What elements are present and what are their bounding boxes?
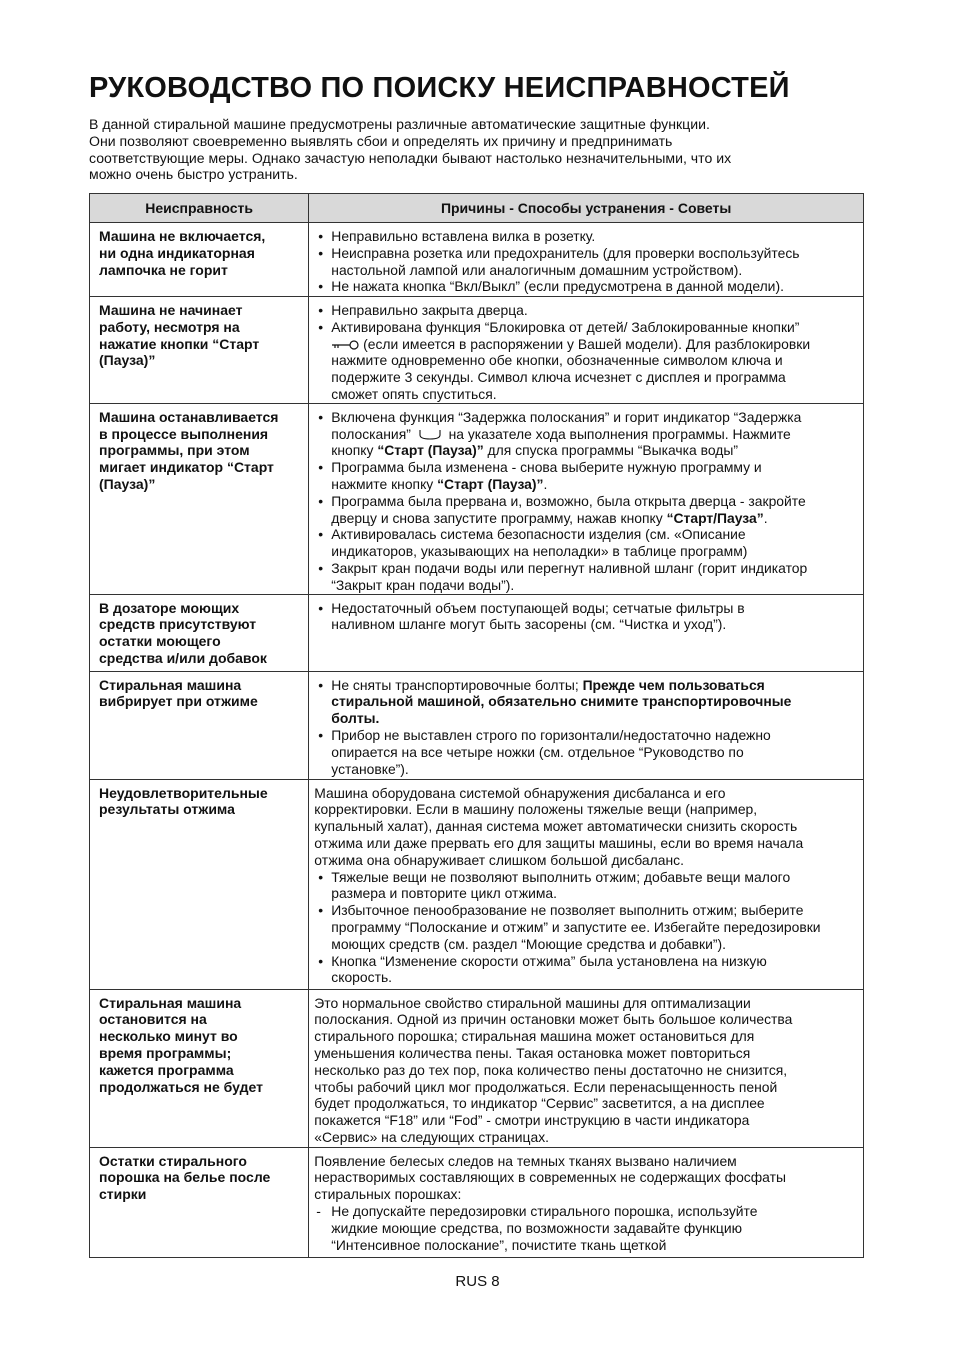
text-segment: наливном шланге могут быть засорены (см. “Чистка и уход”). xyxy=(331,616,727,633)
cause-line xyxy=(314,1203,863,1220)
cause-line xyxy=(314,510,863,527)
cause-line xyxy=(314,1095,863,1112)
text-segment: дверцу и снова запустите программу, нажав кнопку xyxy=(331,509,667,526)
text-segment: сможет опять спуститься. xyxy=(331,385,497,402)
bold-text: Прежде чем пользоваться xyxy=(582,676,765,693)
fault-cell xyxy=(90,594,309,671)
page-number: RUS 8 xyxy=(455,1273,500,1290)
key-icon xyxy=(331,339,359,351)
text-segment: будет продолжаться, то индикатор “Сервис” засветится, а на дисплее xyxy=(314,1095,765,1112)
fault-line: Машина не включается, xyxy=(99,228,266,244)
fault-line: работу, несмотря на xyxy=(99,318,240,335)
cause-line xyxy=(314,1220,863,1237)
header-fault: Неисправность xyxy=(90,194,309,223)
cause-line xyxy=(314,995,863,1012)
cause-line xyxy=(314,1129,863,1146)
table-row xyxy=(90,594,864,671)
bullet: • xyxy=(318,278,324,295)
text-segment: нажмите одновременно обе кнопки, обозначенные символом ключа и xyxy=(331,352,783,369)
fault-cell xyxy=(90,671,309,779)
text-segment: Неправильно вставлена вилка в розетку. xyxy=(331,228,596,244)
fault-line: стирки xyxy=(99,1186,147,1203)
cause-line xyxy=(314,801,863,818)
fault-line: Стиральная машина xyxy=(99,994,242,1011)
fault-cell xyxy=(90,223,309,297)
text-segment: корректировки. Если в машину положены тяжелые вещи (например, xyxy=(314,801,758,818)
fault-line: время программы; xyxy=(99,1044,232,1061)
fault-line: в процессе выполнения xyxy=(99,425,269,442)
cause-line xyxy=(314,1112,863,1129)
text-segment: Неисправна розетка или предохранитель (для проверки воспользуйтесь xyxy=(331,244,800,261)
intro-line: В данной стиральной машине предусмотрены различные автоматические защитные функции. xyxy=(89,116,710,132)
cause-line xyxy=(314,744,863,761)
bullet: • xyxy=(318,318,324,335)
fault-line: продолжаться не будет xyxy=(99,1078,263,1095)
text-segment: Не нажата кнопка “Вкл/Выкл” (если предусмотрена в данной модели). xyxy=(331,278,784,295)
intro-line: Они позволяют своевременно выявлять сбои и определять их причину и предпринимать xyxy=(89,132,673,149)
fault-line: Остатки стирального xyxy=(99,1152,247,1169)
bullet-item xyxy=(314,677,863,694)
text-segment: подержите 3 секунды. Символ ключа исчезнет с дисплея и программа xyxy=(331,369,786,386)
cause-line xyxy=(314,616,863,633)
fault-line: нажатие кнопки “Старт xyxy=(99,335,260,352)
rinse-hold-icon xyxy=(415,429,445,441)
text-segment: Кнопка “Изменение скорости отжима” была установлена на низкую xyxy=(331,952,767,969)
text-segment: нажмите кнопку xyxy=(331,475,438,492)
fault-line: лампочка не горит xyxy=(99,261,228,278)
fault-line: средств присутствуют xyxy=(99,616,257,633)
text-segment: настольной лампой или аналогичным домашним устройством). xyxy=(331,261,743,278)
text-segment: Недостаточный объем поступающей воды; сетчатые фильтры в xyxy=(331,599,745,616)
cause-line xyxy=(314,693,863,710)
cause-line xyxy=(314,710,863,727)
troubleshooting-table xyxy=(89,193,864,1258)
bullet: • xyxy=(318,868,324,885)
cause-line xyxy=(314,1186,863,1203)
cause-line xyxy=(314,852,863,869)
text-segment: Неправильно закрыта дверца. xyxy=(331,302,528,318)
fault-line: остатки моющего xyxy=(99,633,221,650)
fault-line: Стиральная машина xyxy=(99,676,242,693)
cause-line xyxy=(314,577,863,594)
bullet: • xyxy=(318,302,324,318)
text-segment: . xyxy=(543,475,548,492)
text-segment: Прибор не выставлен строго по горизонтали/недостаточно надежно xyxy=(331,726,771,743)
cause-line xyxy=(314,426,863,443)
text-segment: на указателе хода выполнения программы. Нажмите xyxy=(448,425,791,442)
text-segment: Активирована функция “Блокировка от детей/ Заблокированные кнопки” xyxy=(331,318,800,335)
cause-cell xyxy=(309,223,864,297)
bullet: • xyxy=(318,952,324,969)
bold-text: “Старт (Пауза)” xyxy=(377,442,484,459)
header-causes: Причины - Способы устранения - Советы xyxy=(309,194,864,223)
bullet-item xyxy=(314,953,863,970)
cause-line xyxy=(314,543,863,560)
text-segment: Избыточное пенообразование не позволяет выполнить отжим; выберите xyxy=(331,902,804,919)
table-row xyxy=(90,671,864,779)
cause-line xyxy=(314,386,863,403)
cause-line xyxy=(314,1045,863,1062)
text-segment: кнопку xyxy=(331,442,378,459)
text-segment: скорость. xyxy=(331,969,393,986)
text-segment: программу “Полоскание и отжим” и запустите ее. Избегайте передозировки xyxy=(331,918,821,935)
bullet: • xyxy=(318,244,324,261)
text-segment: Программа была прервана и, возможно, была открыта дверца - закройте xyxy=(331,492,806,509)
text-segment: Не сняты транспортировочные болты; xyxy=(331,676,583,693)
fault-cell xyxy=(90,1147,309,1257)
cause-line xyxy=(314,1011,863,1028)
cause-line xyxy=(314,936,863,953)
table-row xyxy=(90,1147,864,1257)
text-segment: индикаторов, указывающих на неполадки» в таблице программ) xyxy=(331,543,748,560)
table-row xyxy=(90,989,864,1147)
bullet-item xyxy=(314,600,863,617)
cause-line xyxy=(314,785,863,802)
fault-line: (Пауза)” xyxy=(99,352,156,369)
fault-line: средства и/или добавок xyxy=(99,649,267,666)
fault-line: мигает индикатор “Старт xyxy=(99,459,274,476)
text-segment: жидкие моющие средства, по возможности задавайте функцию xyxy=(331,1219,743,1236)
cause-line xyxy=(314,885,863,902)
fault-line: несколько минут во xyxy=(99,1028,238,1045)
fault-line: (Пауза)” xyxy=(99,475,156,492)
text-segment: Появление белесых следов на темных тканях вызвано наличием xyxy=(314,1152,737,1169)
bullet-item xyxy=(314,560,863,577)
fault-line: результаты отжима xyxy=(99,801,235,818)
bullet: • xyxy=(318,492,324,509)
cause-line xyxy=(314,369,863,386)
text-segment: уменьшения количества пены. Такая остановка может повториться xyxy=(314,1044,751,1061)
cause-line xyxy=(314,761,863,778)
text-segment: Закрыт кран подачи воды или перегнут наливной шланг (горит индикатор xyxy=(331,559,808,576)
bold-text: стиральной машиной, обязательно снимите транспортировочные xyxy=(331,693,792,710)
text-segment: моющих средств (см. раздел “Моющие средства и добавки”). xyxy=(331,935,726,952)
fault-line: программы, при этом xyxy=(99,442,250,459)
cause-line xyxy=(314,476,863,493)
bullet-item xyxy=(314,409,863,426)
bullet: • xyxy=(318,228,324,244)
bullet-item xyxy=(314,493,863,510)
text-segment: чтобы рабочий цикл мог продолжаться. Если перенасыщенность пеной xyxy=(314,1078,778,1095)
bullet: • xyxy=(318,526,324,543)
fault-line: ни одна индикаторная xyxy=(99,244,255,261)
cause-cell xyxy=(309,403,864,594)
text-segment: опирается на все четыре ножки (см. отдельное “Руководство по xyxy=(331,743,744,760)
text-segment: “Закрыт кран подачи воды”). xyxy=(331,576,515,593)
bullet: • xyxy=(318,902,324,919)
text-segment: Это нормальное свойство стиральной машины для оптимализации xyxy=(314,994,751,1011)
text-segment: Активировалась система безопасности изделия (см. «Описание xyxy=(331,526,746,543)
fault-cell xyxy=(90,297,309,404)
fault-line: вибрирует при отжиме xyxy=(99,693,258,710)
text-segment: установке”). xyxy=(331,760,409,777)
fault-line: Неудовлетворительные xyxy=(99,784,268,801)
text-segment: отжима или даже прервать его для защиты машины, если во время начала xyxy=(314,834,804,851)
bullet-item xyxy=(314,902,863,919)
text-segment: нерастворимых составляющих в современных не содержащих фосфаты xyxy=(314,1169,786,1186)
bullet: • xyxy=(318,726,324,743)
text-segment: несколько раз до тех пор, пока количество пены достаточно не снизится, xyxy=(314,1061,788,1078)
bullet-item xyxy=(314,245,863,262)
text-segment: размера и повторите цикл отжима. xyxy=(331,885,558,902)
bullet-item xyxy=(314,869,863,886)
intro-line: можно очень быстро устранить. xyxy=(89,166,298,183)
bullet: • xyxy=(318,599,324,616)
cause-cell xyxy=(309,779,864,989)
bullet-item xyxy=(314,459,863,476)
bullet-item xyxy=(314,278,863,295)
cause-line xyxy=(314,1062,863,1079)
fault-cell xyxy=(90,403,309,594)
bullet: • xyxy=(318,408,324,425)
bold-text: “Старт/Пауза” xyxy=(666,509,764,526)
cause-line xyxy=(314,442,863,459)
bullet: • xyxy=(318,459,324,476)
text-segment: “Интенсивное полоскание”, почистите ткань щеткой xyxy=(331,1236,667,1253)
fault-line: остановится на xyxy=(99,1011,207,1028)
text-segment: стирального порошка; стиральная машина может остановиться для xyxy=(314,1028,755,1045)
bullet-item xyxy=(314,727,863,744)
table-row xyxy=(90,403,864,594)
text-segment: для спуска программы “Выкачка воды” xyxy=(483,442,738,459)
cause-cell xyxy=(309,671,864,779)
cause-cell xyxy=(309,297,864,404)
fault-line: порошка на белье после xyxy=(99,1169,271,1186)
cause-cell xyxy=(309,1147,864,1257)
cause-cell xyxy=(309,989,864,1147)
bold-text: болты. xyxy=(331,710,380,727)
table-row xyxy=(90,223,864,297)
intro-line: соответствующие меры. Однако зачастую неполадки бывают настолько незначительными, что их xyxy=(89,149,732,166)
bold-text: “Старт (Пауза)” xyxy=(437,475,544,492)
text-segment: купальный халат), данная система может автоматически снизить скорость xyxy=(314,818,798,835)
table-row xyxy=(90,779,864,989)
fault-cell xyxy=(90,989,309,1147)
cause-line xyxy=(314,1028,863,1045)
text-segment: Машина оборудована системой обнаружения дисбаланса и его xyxy=(314,784,726,801)
text-segment: «Сервис» на следующих страницах. xyxy=(314,1128,550,1145)
bullet: • xyxy=(318,676,324,693)
text-segment: Программа была изменена - снова выберите нужную программу и xyxy=(331,459,762,476)
bullet-item xyxy=(314,319,863,336)
text-segment: полоскания” xyxy=(331,425,411,442)
text-segment: (если имеется в распоряжении у Вашей модели). Для разблокировки xyxy=(363,335,811,352)
cause-line xyxy=(314,969,863,986)
cause-line xyxy=(314,919,863,936)
fault-line: Машина не начинает xyxy=(99,302,243,318)
table-header-row xyxy=(90,194,864,223)
cause-line xyxy=(314,262,863,279)
bullet-item xyxy=(314,228,863,245)
fault-cell xyxy=(90,779,309,989)
bullet: • xyxy=(318,559,324,576)
text-segment: полоскания. Одной из причин остановки может быть большое количества xyxy=(314,1011,793,1028)
cause-line xyxy=(314,835,863,852)
bullet-item xyxy=(314,526,863,543)
fault-line: В дозаторе моющих xyxy=(99,599,240,616)
cause-line xyxy=(314,352,863,369)
bullet-item xyxy=(314,302,863,319)
cause-line xyxy=(314,1237,863,1254)
table-row xyxy=(90,297,864,404)
intro-paragraph xyxy=(89,116,869,183)
text-segment: Включена функция “Задержка полоскания” и горит индикатор “Задержка xyxy=(331,408,802,425)
text-segment: . xyxy=(763,509,768,526)
dash: - xyxy=(316,1202,321,1219)
cause-line xyxy=(314,336,863,353)
fault-line: кажется программа xyxy=(99,1061,234,1078)
page-title: РУКОВОДСТВО ПО ПОИСКУ НЕИСПРАВНОСТЕЙ xyxy=(89,72,790,104)
cause-line xyxy=(314,1169,863,1186)
cause-line xyxy=(314,1079,863,1096)
cause-line xyxy=(314,1153,863,1170)
cause-line xyxy=(314,818,863,835)
text-segment: Не допускайте передозировки стирального порошка, используйте xyxy=(331,1202,758,1219)
text-segment: покажется “F18” или “Fod” - смотри инструкцию в части индикатора xyxy=(314,1112,750,1129)
fault-line: Машина останавливается xyxy=(99,408,279,425)
cause-cell xyxy=(309,594,864,671)
text-segment: отжима она обнаруживает слишком большой дисбаланс. xyxy=(314,851,684,868)
text-segment: стиральных порошках: xyxy=(314,1186,462,1203)
text-segment: Тяжелые вещи не позволяют выполнить отжим; добавьте вещи малого xyxy=(331,868,791,885)
